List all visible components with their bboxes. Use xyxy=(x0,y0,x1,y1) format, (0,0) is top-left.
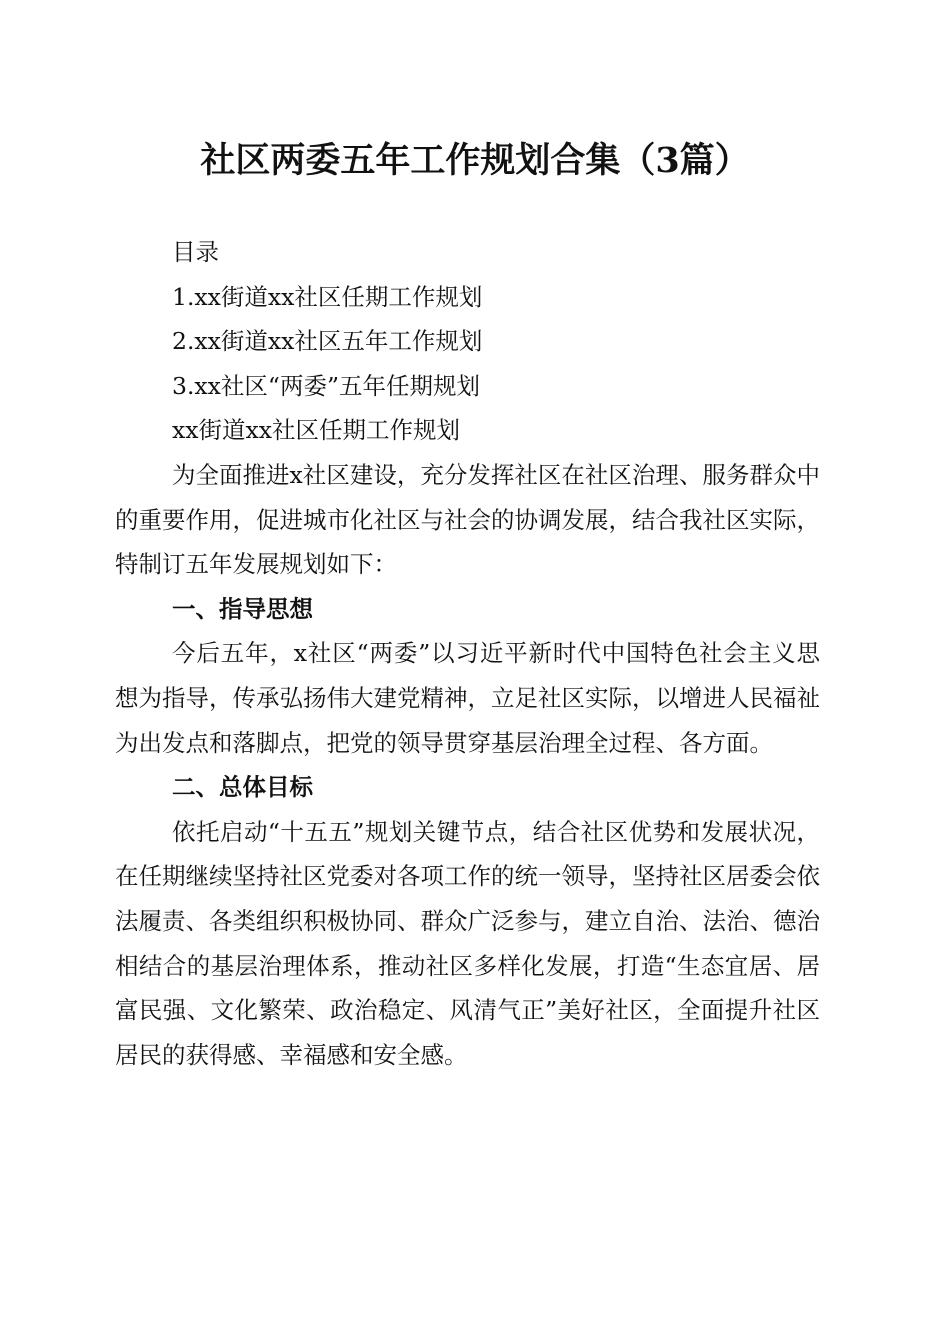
toc-item: 2.xx街道xx社区五年工作规划 xyxy=(172,327,483,356)
section-paragraph: 今后五年，x社区“两委”以习近平新时代中国特色社会主义思想为指导，传承弘扬伟大建党精神，立足社区实际，以增进人民福祉为出发点和落脚点，把党的领导贯穿基层治理全过程、各方面。 xyxy=(115,639,820,757)
section-heading: 一、指导思想 xyxy=(172,594,313,623)
toc-heading: 目录 xyxy=(172,238,219,266)
document-title: 社区两委五年工作规划合集（3篇） xyxy=(200,140,750,181)
section-heading: 二、总体目标 xyxy=(172,773,313,802)
intro-paragraph: 为全面推进x社区建设，充分发挥社区在社区治理、服务群众中的重要作用，促进城市化社区与社会的协调发展，结合我社区实际，特制订五年发展规划如下： xyxy=(115,460,820,579)
toc-item: 1.xx街道xx社区任期工作规划 xyxy=(172,282,483,311)
document-body xyxy=(115,230,820,1077)
section-paragraph: 依托启动“十五五”规划关键节点，结合社区优势和发展状况，在任期继续坚持社区党委对各项工作的统一领导，坚持社区居委会依法履责、各类组织积极协同、群众广泛参与，建立自治、法治、德治相结合的基层治理体系，推动社区多样化发展，打造“生态宜居、居富民强、文化繁荣、政治稳定、风清气正”美好社区，全面提升社区居民的获得感、幸福感和安全感。 xyxy=(115,817,820,1069)
article-title: xx街道xx社区任期工作规划 xyxy=(172,416,461,445)
toc-item: 3.xx社区“两委”五年任期规划 xyxy=(172,371,480,400)
